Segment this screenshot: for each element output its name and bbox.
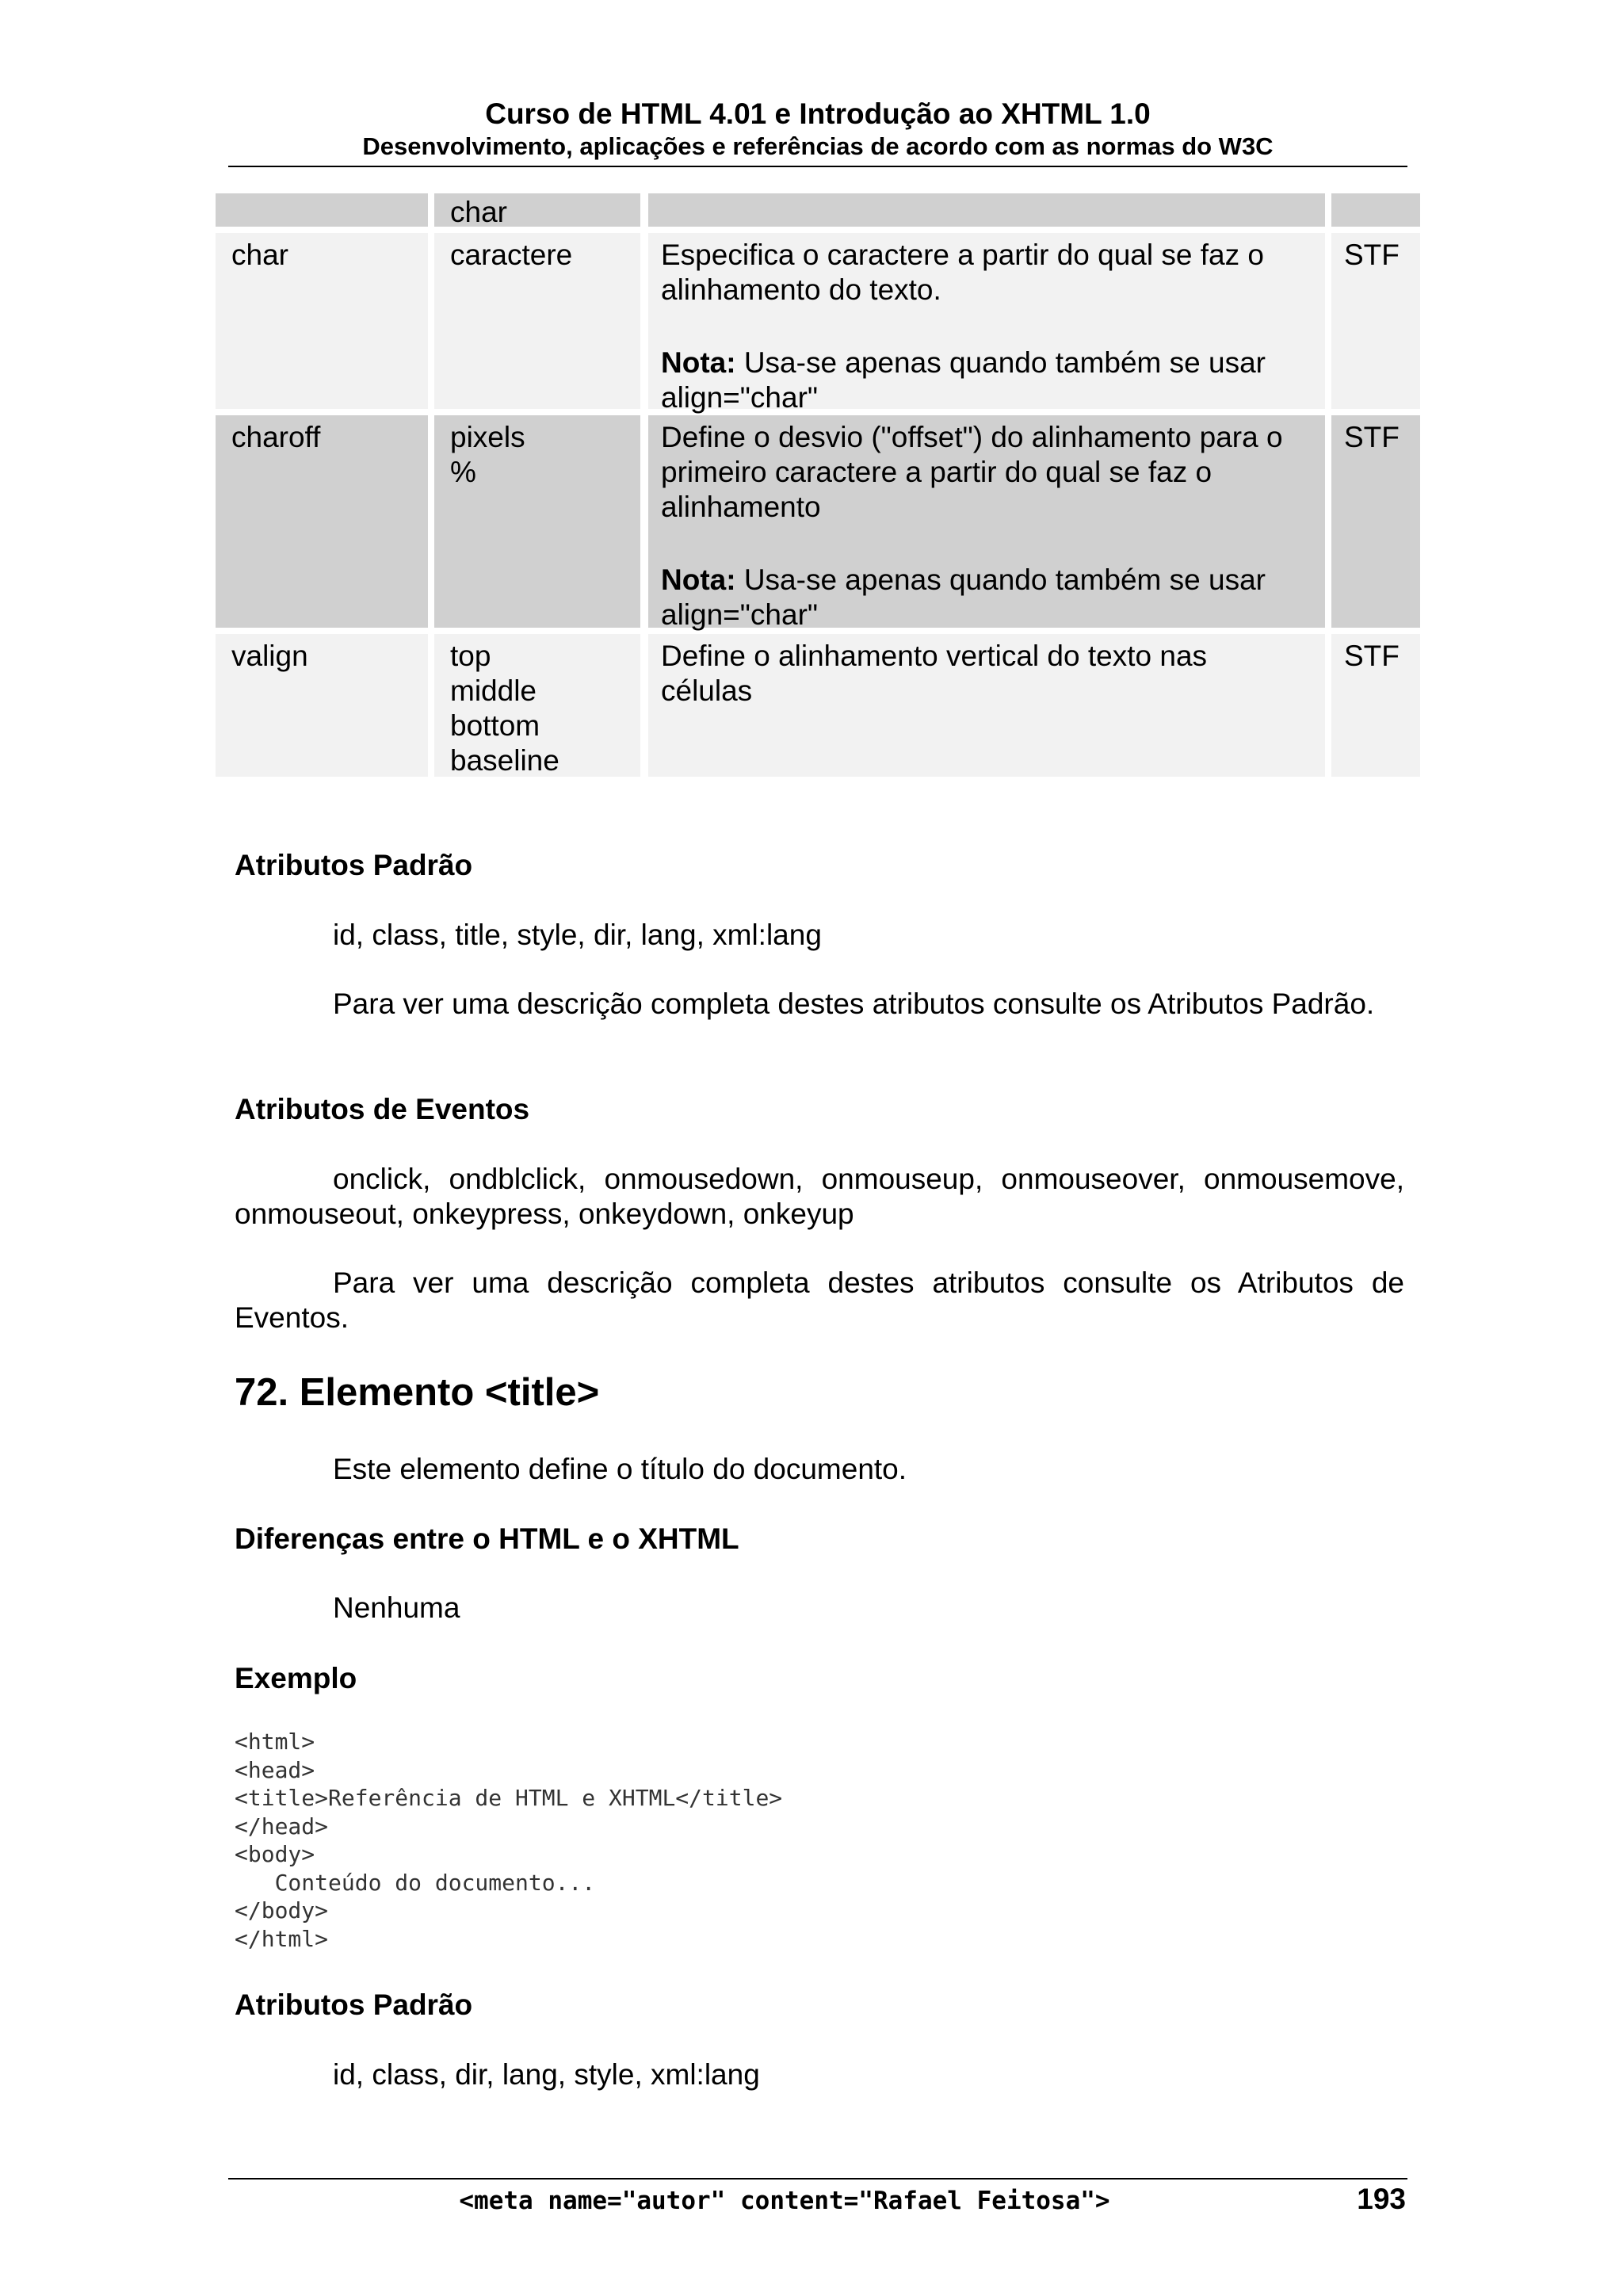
table-cell-values: caractere <box>434 233 640 409</box>
std-attrs-list: id, class, title, style, dir, lang, xml:lang <box>333 919 822 951</box>
table-cell-name: char <box>216 233 428 409</box>
table-cell-name <box>216 193 428 227</box>
event-attrs-desc: Para ver uma descrição completa destes atributos consulte os Atributos de Eventos. <box>235 1266 1404 1334</box>
table-cell-description <box>648 193 1325 227</box>
std-attrs-desc: Para ver uma descrição completa destes atributos consulte os Atributos Padrão. <box>333 988 1375 1020</box>
page-header <box>228 97 1407 162</box>
table-cell-name: charoff <box>216 415 428 628</box>
table-cell-dtd: STF <box>1331 634 1420 777</box>
section-title: 72. Elemento <title> <box>235 1371 600 1414</box>
header-rule <box>228 166 1407 167</box>
std-attrs-heading: Atributos Padrão <box>235 849 473 881</box>
diff-heading: Diferenças entre o HTML e o XHTML <box>235 1522 739 1555</box>
table-cell-dtd <box>1331 193 1420 227</box>
std-attrs2-list: id, class, dir, lang, style, xml:lang <box>333 2058 760 2091</box>
std-attrs2-heading: Atributos Padrão <box>235 1988 473 2021</box>
table-cell-dtd: STF <box>1331 233 1420 409</box>
table-cell-description: Especifica o caractere a partir do qual se faz o alinhamento do texto. Nota: Usa-se apenas quando também se usar align="char" <box>648 233 1325 409</box>
footer-meta: <meta name="autor" content="Rafael Feitosa"> <box>459 2187 1110 2215</box>
section-desc: Este elemento define o título do documento. <box>333 1453 907 1485</box>
table-cell-dtd: STF <box>1331 415 1420 628</box>
table-cell-description: Define o desvio ("offset") do alinhamento para o primeiro caractere a partir do qual se faz o alinhamento Nota: Usa-se apenas quando também se usar align="char" <box>648 415 1325 628</box>
note-label: Nota: <box>661 346 736 379</box>
footer-rule <box>228 2178 1407 2179</box>
header-title: Curso de HTML 4.01 e Introdução ao XHTML 1.0 <box>485 97 1151 130</box>
table-cell-name: valign <box>216 634 428 777</box>
note-label: Nota: <box>661 563 736 596</box>
table-cell-values: char <box>434 193 640 227</box>
example-heading: Exemplo <box>235 1662 357 1694</box>
event-attrs-heading: Atributos de Eventos <box>235 1093 530 1125</box>
event-attrs-list: onclick, ondblclick, onmousedown, onmouseup, onmouseover, onmousemove, onmouseout, onkeypress, onkeydown, onkeyup <box>235 1163 1404 1230</box>
table-cell-values: pixels % <box>434 415 640 628</box>
header-subtitle: Desenvolvimento, aplicações e referências de acordo com as normas do W3C <box>362 132 1274 160</box>
table-cell-values: top middle bottom baseline <box>434 634 640 777</box>
diff-text: Nenhuma <box>333 1591 460 1624</box>
page-number: 193 <box>1357 2183 1406 2215</box>
example-code: <html> <head> <title>Referência de HTML e XHTML</title> </head> <body> Conteúdo do documento... </body> </html> <box>235 1729 783 1952</box>
table-cell-description: Define o alinhamento vertical do texto nas células <box>648 634 1325 777</box>
